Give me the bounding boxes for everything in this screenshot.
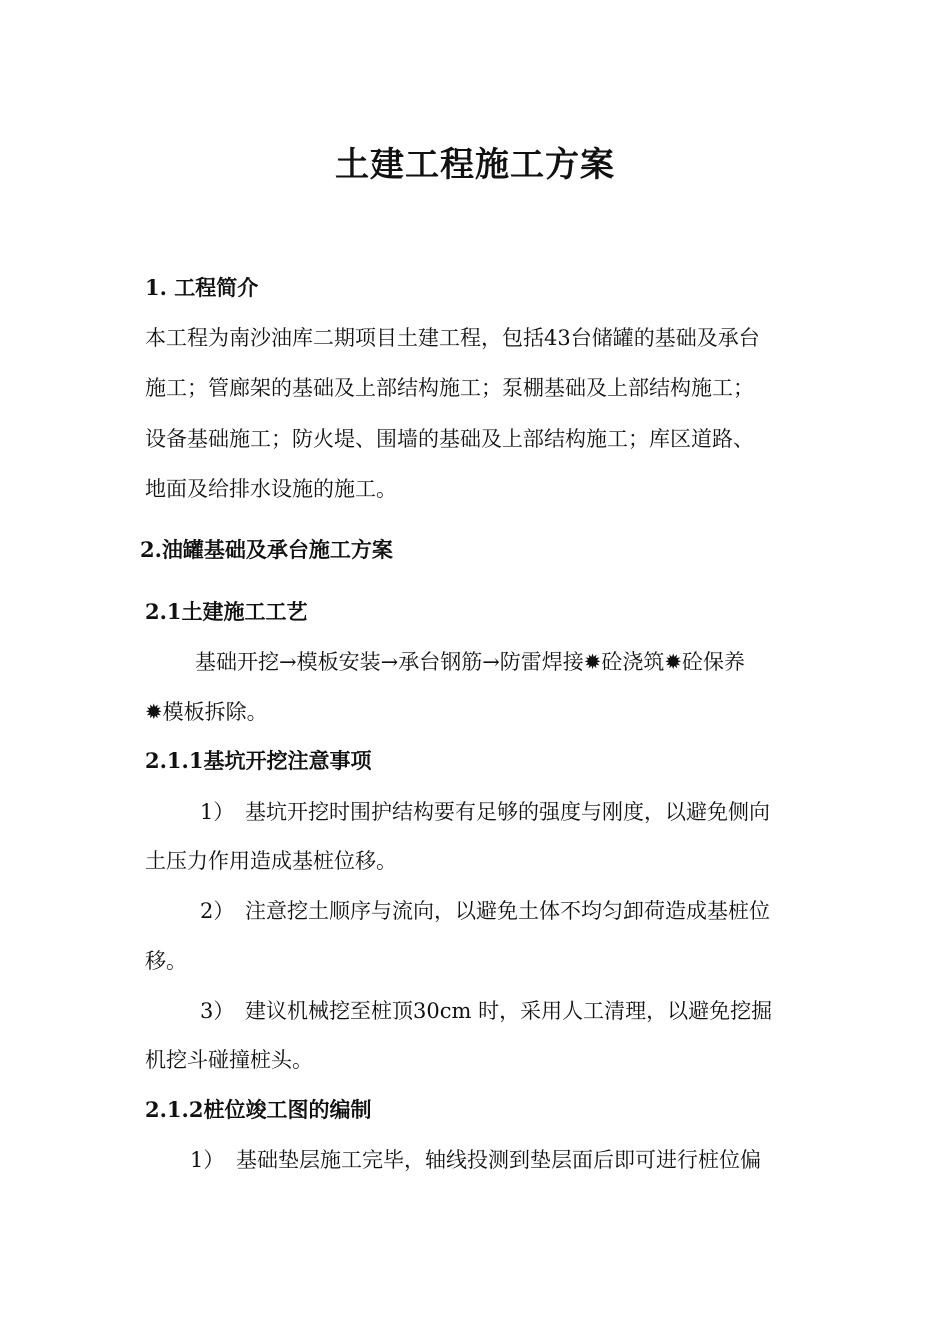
list-item-number: 2） [200, 899, 235, 923]
list-item-text: 基坑开挖时围护结构要有足够的强度与刚度，以避免侧向 [245, 800, 770, 824]
section-1-heading: 1. 工程简介 [145, 275, 259, 300]
process-flow-line: 基础开挖→模板安装→承台钢筋→防雷焊接✹砼浇筑✹砼保养 [195, 650, 745, 674]
list-item-text: 注意挖土顺序与流向，以避免土体不均匀卸荷造成基桩位 [245, 899, 770, 923]
list-item-number: 1） [200, 800, 235, 824]
process-flow-line: ✹模板拆除。 [145, 700, 268, 724]
section-2-1-2-heading: 2.1.2桩位竣工图的编制 [145, 1097, 372, 1122]
list-item-text: 建议机械挖至桩顶30cm 时，采用人工清理，以避免挖掘 [245, 999, 773, 1023]
section-1-line: 本工程为南沙油库二期项目土建工程，包括43台储罐的基础及承台 [145, 326, 760, 350]
section-1-line: 施工；管廊架的基础及上部结构施工；泵棚基础及上部结构施工； [145, 376, 754, 400]
section-2-1-1-heading: 2.1.1基坑开挖注意事项 [145, 748, 372, 773]
list-item-text: 基础垫层施工完毕，轴线投测到垫层面后即可进行桩位偏 [236, 1148, 761, 1172]
section-1-line: 地面及给排水设施的施工。 [145, 477, 397, 501]
list-item-text-continued: 机挖斗碰撞桩头。 [145, 1048, 313, 1072]
list-item-text-continued: 土压力作用造成基桩位移。 [145, 849, 397, 873]
document-title: 土建工程施工方案 [335, 145, 615, 185]
list-item-number: 3） [200, 999, 235, 1023]
list-item-text-continued: 移。 [145, 949, 187, 973]
section-2-1-heading: 2.1土建施工工艺 [145, 599, 308, 624]
list-item-number: 1） [190, 1148, 225, 1172]
section-1-line: 设备基础施工；防火堤、围墙的基础及上部结构施工；库区道路、 [145, 427, 754, 451]
section-2-heading: 2.油罐基础及承台施工方案 [140, 537, 393, 562]
